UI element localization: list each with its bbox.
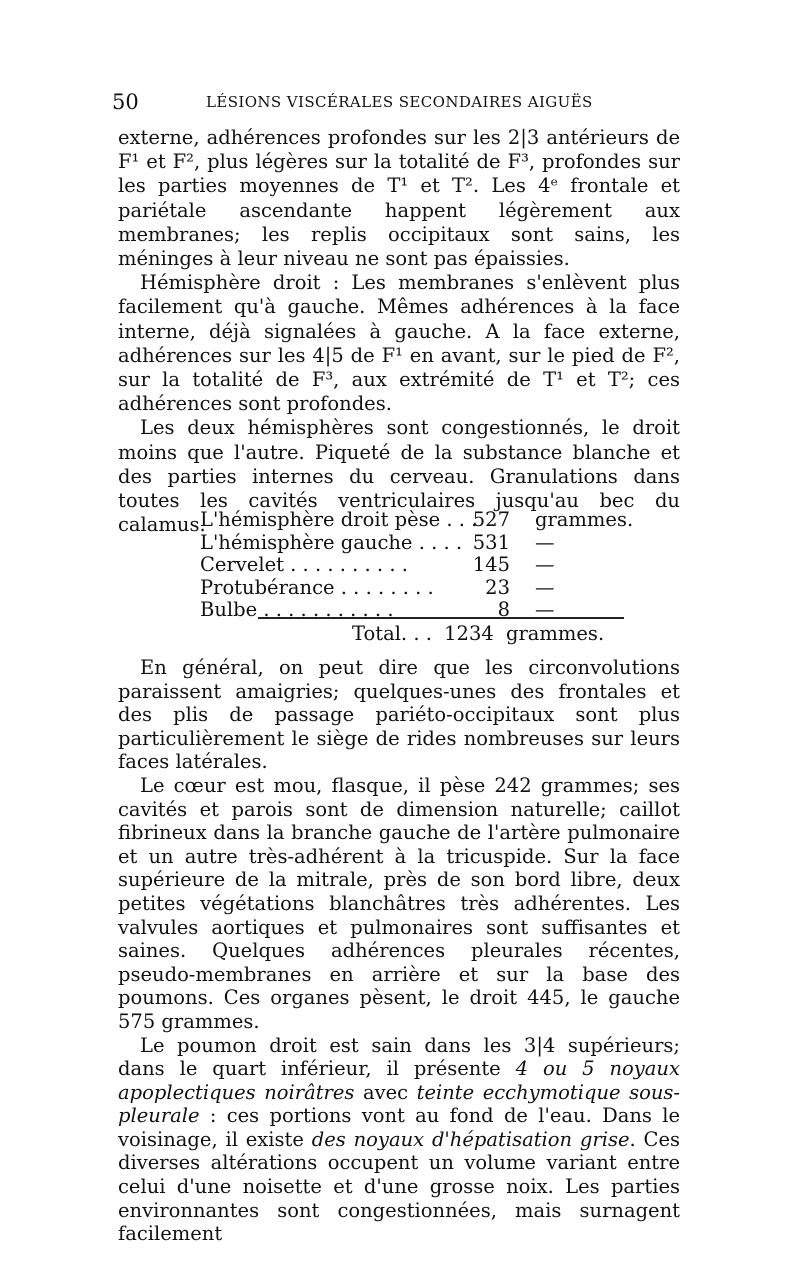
page-header [112,90,682,120]
italic-text: 4 ou 5 noyaux apoplectiques noirâtres [118,1057,680,1104]
total-row [352,622,604,645]
weight-label: L'hémisphère droit pèse . . . [200,508,478,531]
weight-unit: — [535,530,555,554]
italic-text: teinte ecchymotique sous-pleurale [118,1080,680,1128]
weight-value: 531 [472,530,510,554]
paragraph: Le poumon droit est sain dans les 3|4 supérieurs; dans le quart inférieur, il présente 4 ou 5 noyaux apoplectiques noirâtres avec teinte ecchymotique sous-pleurale : ces portions vont au fond de l'eau. Dans le voisinage, il existe des noyaux d'hépatisation grise. Ces diverses altérations occupent un volume variant entre celui d'une noisette et d'une grosse noix. Les parties environnantes sont congestionnées, mais surnagent facilement [118,1033,680,1246]
weight-label: Bulbe . . . . . . . . . . . [200,598,394,621]
paragraph: Le cœur est mou, flasque, il pèse 242 grammes; ses cavités et parois sont de dimension naturelle; caillot fibrineux dans la branche gauche de l'artère pulmonaire et un autre très-adhérent à la tricuspide. Sur la face supérieure de la mitrale, près de son bord libre, deux petites végétations blanchâtres très adhérentes. Les valvules aortiques et pulmonaires sont suffisantes et saines. Quelques adhérences pleurales récentes, pseudo-membranes en arrière et sur la base des poumons. Ces organes pèsent, le droit 445, le gauche 575 grammes. [118,773,680,1033]
weights-row [200,508,634,532]
weight-value: 527 [472,508,510,531]
italic-text: des noyaux d'hépatisation grise [311,1127,630,1151]
weight-unit: — [535,553,555,576]
weight-unit: — [535,598,555,621]
lower-text [118,656,680,1246]
weight-value: 23 [485,575,510,599]
weight-label: Protubérance . . . . . . . . [200,575,434,599]
weight-label: Cervelet . . . . . . . . . . [200,553,408,576]
weight-value: 8 [497,598,510,621]
weights-row [200,577,620,600]
paragraph: Hémisphère droit : Les membranes s'enlèvent plus facilement qu'à gauche. Mêmes adhérences à la face interne, déjà signalées à gauche. A la face externe, adhérences sur les 4|5 de F¹ en avant, sur le pied de F², sur la totalité de F³, aux extrémité de T¹ et T²; ces adhérences sont profondes. [118,271,680,416]
total-unit: grammes. [505,622,605,645]
upper-text [118,126,680,537]
sum-rule [258,617,624,619]
weight-unit: — [535,575,555,599]
paragraph: externe, adhérences profondes sur les 2|3 antérieurs de F¹ et F², plus légères sur la totalité de F³, profondes sur les parties moyennes de T¹ et T². Les 4ᵉ frontale et pariétale ascendante happent légèrement aux membranes; les replis occipitaux sont sains, les méninges à leur niveau ne sont pas épaissies. [118,126,680,271]
weight-value: 145 [472,553,510,576]
running-title: LÉSIONS VISCÉRALES SECONDAIRES AIGUËS [206,93,593,111]
weight-unit: grammes. [535,508,634,531]
weights-row [200,554,620,577]
weights-table [200,508,634,622]
total-value: 1234 [444,622,494,645]
weights-row [200,532,620,555]
paragraph: En général, on peut dire que les circonvolutions paraissent amaigries; quelques-unes des frontales et des plis de passage pariéto-occipitaux sont plus particulièrement le siège de rides nombreuses sur leurs faces latérales. [118,656,680,774]
paragraph: Les deux hémisphères sont congestionnés, le droit moins que l'autre. Piqueté de la substance blanche et des parties internes du cerveau. Granulations dans toutes les cavités ventriculaires jusqu'au bec du calamus. [118,416,680,537]
total-label: Total. . . [352,622,432,645]
page-number: 50 [112,90,139,114]
weight-label: L'hémisphère gauche . . . . [200,530,463,554]
